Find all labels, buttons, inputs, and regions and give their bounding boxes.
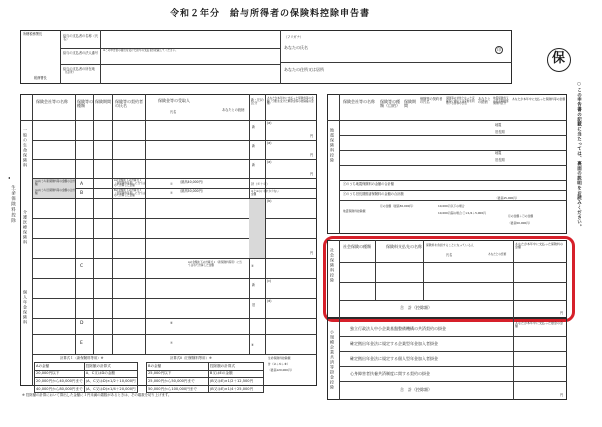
f1-r0-1: A、C又はDの金額 xyxy=(84,370,137,378)
kind-new-1: 新 xyxy=(252,125,256,129)
quake-kind-1: 地震 xyxy=(495,123,502,127)
tax-office-label: 所轄税務署長 xyxy=(23,32,43,36)
life-max-new: （最高40,000円） xyxy=(178,180,206,184)
footnote: ※ 控除額の計算において算出した金額に１円未満の端数があるときは、その端数を切り上げます。 xyxy=(22,393,172,397)
social-yen: 円 xyxy=(560,311,564,315)
small-biz-item-4: 心身障害者扶養共済制度に関する契約の掛金 xyxy=(350,371,430,376)
quake-col-amount: あなたが本年中に支払った保険料等の金額 xyxy=(512,97,566,101)
formula1-table xyxy=(34,362,138,393)
quake-col-rel: あなたとの続柄 xyxy=(478,97,491,105)
seal-mark xyxy=(547,48,571,72)
quake-result-formula: ㋺の金額＋㋩の金額 xyxy=(508,214,534,218)
life-mark-A: A xyxy=(80,182,84,187)
life-col-company: 保険会社等の名称 xyxy=(36,99,68,104)
furigana-label: （フリガナ） xyxy=(284,35,303,39)
amount-b-yen: 円 xyxy=(310,251,314,255)
payer-address-label: 給与の支払者の所在地（住所） xyxy=(63,67,95,75)
social-col-payee: 保険料支払先の名称 xyxy=(386,244,422,249)
section-pension: 個人年金保険料 xyxy=(23,290,28,325)
f2-r0-0: 25,000円以下 xyxy=(147,370,209,378)
amount-b-1: (b) xyxy=(267,199,272,203)
quake-col-type: 地震保険料又は旧長期損害保険料区分 xyxy=(493,97,509,106)
payer-number-field[interactable] xyxy=(103,56,279,63)
formula1-title: 計算式Ｉ（新保険料等用）※ xyxy=(60,356,104,360)
quake-result-max: （最高50,000円） xyxy=(508,221,532,225)
kind-new-3: 新 xyxy=(252,163,256,167)
life-item-7: ⑦ xyxy=(170,341,173,345)
life-col-newold: 新・旧の区分 xyxy=(251,98,264,106)
payer-number-note: ※この申告書の提出を受けた給与の支払者が記載してください。 xyxy=(103,49,178,52)
f2-r1-0: 25,000円から50,000円まで xyxy=(147,378,209,386)
f2-head-1: 控除額の計算式 xyxy=(208,363,263,371)
quake-kind-2: 旧長期 xyxy=(495,130,505,134)
life-sub-receiver-name: 氏名 xyxy=(170,110,177,114)
life-sum-a-label: (a)のうち新保険料等の金額の合計額 xyxy=(35,180,75,186)
f1-r1-1: (A、C又はD)×1/2＋10,000円 xyxy=(84,378,137,386)
quake-max-15000: （最高15,000円） xyxy=(495,196,519,200)
small-biz-yen: 円 xyxy=(560,393,564,397)
life-col-period: 保険期間 xyxy=(95,99,111,104)
life-insurance-block xyxy=(20,94,317,386)
f1-r2-0: 40,000円から80,000円まで xyxy=(35,385,85,393)
section-care-medical: 介護医療保険料 xyxy=(23,210,28,245)
section-social: 社会保険料控除 xyxy=(330,248,335,283)
f2-r1-1: (B又はE)×1/2＋12,500円 xyxy=(208,378,263,386)
payer-name-label: 給与の支払者の名称（氏名） xyxy=(63,34,99,42)
life-sub-receiver-rel: あなたとの続柄 xyxy=(222,108,245,112)
quake-col-contractor: 保険等の契約者の氏名 xyxy=(420,97,443,105)
quake-kind-4: 旧長期 xyxy=(495,158,505,162)
social-col-amount: あなたが本年中に支払った保険料の金額 xyxy=(515,242,564,249)
quake-col-resident: 保険等の対象となった家屋等に居住又は家財を利用する者等の氏名 xyxy=(446,97,475,106)
f1-head-0: Aの金額 xyxy=(35,363,85,371)
quake-calc-b2: 10,000円超の場合 ㋩×1/2＋5,000円 xyxy=(438,211,486,215)
kind-new-4: 新 xyxy=(252,283,256,287)
life-final-max: （最高120,000円） xyxy=(268,368,294,372)
amount-yen-2: 円 xyxy=(310,153,314,157)
payer-number-label: 給与の支払者の法人番号 xyxy=(63,51,99,55)
f1-r0-0: 20,000円以下 xyxy=(35,370,85,378)
small-biz-item-1: 独立行政法人中小企業基盤整備機構の共済契約の掛金 xyxy=(350,326,446,331)
quake-col-period: 保険期間 xyxy=(404,99,416,108)
left-arrow-icon: ◂ xyxy=(8,175,11,180)
amount-a-3: (a) xyxy=(267,160,272,164)
life-mark-E: E xyxy=(80,341,83,346)
small-biz-item-2: 確定拠出年金法に規定する企業型年金加入者掛金 xyxy=(350,341,438,346)
section-general-life: 一般の生命保険料 xyxy=(23,128,28,168)
life-item-2: ② xyxy=(170,191,173,195)
right-side-note: ○この申告書の記載に当たっては、裏面の説明をお読みください。 xyxy=(576,82,582,230)
your-name-label: あなたの氏名 xyxy=(284,45,308,50)
life-final-formula: 計（②＋⑤＋⑧） xyxy=(268,362,290,366)
amount-a-1: (a) xyxy=(267,121,272,125)
kind-old-1: 旧 xyxy=(252,303,256,307)
life-max-old: （最高50,000円） xyxy=(178,189,206,193)
life-item-8: ⑧ xyxy=(251,343,254,347)
f2-r2-1: (B又はE)×1/4＋25,000円 xyxy=(208,385,263,393)
quake-calc-b1: 10,000円以下の場合 xyxy=(438,204,465,208)
life-mark-D: D xyxy=(80,321,84,326)
seal-stamp-mark: 印 xyxy=(497,47,501,52)
amount-yen-3: 円 xyxy=(310,172,314,176)
life-two-formula: ②と③のいずれか少ない金額 xyxy=(251,190,279,196)
life-sum-b-label: (a)のうち旧保険料等の金額の合計額 xyxy=(35,189,75,195)
formula2-table xyxy=(146,362,264,393)
social-total-label: 合 計（控除額） xyxy=(400,305,432,310)
life-col-receiver: 保険金等の受取人 xyxy=(158,98,190,103)
quake-col-company: 保険会社等の名称 xyxy=(343,99,375,104)
quake-kind-3: 地震 xyxy=(495,151,502,155)
f1-head-1: 控除額の計算式 xyxy=(84,363,137,371)
life-col-amount: あなたが本年中に支払った保険料等の金額（分配を受けた剰余金等の控除後の金額） xyxy=(267,97,314,106)
quake-col-kind: 保険等の種類（目的） xyxy=(380,99,400,108)
life-calc-B: Bの金額を下の計算式２（旧保険料等用）に当てはめて計算した金額 xyxy=(114,189,146,198)
life-col-contractor: 保険等の契約者の氏名 xyxy=(115,99,143,108)
social-insurance-block xyxy=(327,240,567,318)
life-calc-A: Aの金額を下の計算式１（新保険料等用）に当てはめて計算した金額 xyxy=(114,179,146,188)
quake-result-label: 地震保険料控除額 xyxy=(343,209,366,213)
small-biz-total-label: 合 計（控除額） xyxy=(400,387,432,392)
f1-r2-1: (A、C又はD)×1/4＋20,000円 xyxy=(84,385,137,393)
social-sub-rel: あなたとの続柄 xyxy=(488,253,507,256)
amount-d-1: (d) xyxy=(267,299,272,303)
your-address-label: あなたの住所又は居所 xyxy=(284,67,324,72)
quake-sum-b: ㋑のうち旧長期損害保険料の金額の合計額 xyxy=(343,192,404,196)
life-mark-C: C xyxy=(80,264,84,269)
social-sub-name: 氏名 xyxy=(446,253,453,257)
social-col-type: 社会保険の種類 xyxy=(343,244,371,249)
amount-yen-1: 円 xyxy=(310,134,314,138)
f1-r1-0: 20,000円から40,000円まで xyxy=(35,378,85,386)
life-item-3: ③ xyxy=(251,264,254,268)
f2-r0-1: B又はEの金額 xyxy=(208,370,263,378)
care-shade xyxy=(249,199,265,258)
life-total-formula: 計（①＋②） xyxy=(251,182,270,186)
life-item-1: ① xyxy=(170,182,173,186)
small-biz-col-amount: あなたが本年中に支払った掛金の金額 xyxy=(515,321,564,328)
section-earthquake: 地震保険料控除 xyxy=(330,128,335,163)
page-title: 令和２年分 給与所得者の保険料控除申告書 xyxy=(170,9,371,19)
tax-office-suffix: 税務署長 xyxy=(34,76,47,80)
life-mark-B: B xyxy=(80,191,84,196)
left-side-note: 生命保険料控除 xyxy=(10,185,16,224)
section-small-biz: 小規模企業共済等掛金控除 xyxy=(330,330,335,390)
seal-char: 保 xyxy=(552,51,566,66)
quake-calc-a: ㋺の金額（最高50,000円） xyxy=(380,204,415,208)
life-final-label: 生命保険料控除額 xyxy=(268,356,291,360)
social-col-bearer: 保険料を負担することになっている人 xyxy=(426,243,474,247)
care-calc-text: Aの金額を下の計算式１（新保険料等用）に当てはめて計算した金額 xyxy=(188,261,242,267)
amount-a-2: (a) xyxy=(267,141,272,145)
quake-sum-a: ㋑のうち地震保険料の金額の合計額 xyxy=(343,182,394,186)
f2-r2-0: 50,000円から100,000円まで xyxy=(147,385,209,393)
amount-c-1: (c) xyxy=(267,279,272,283)
f2-head-0: Bの金額 xyxy=(147,363,209,371)
kind-new-2: 新 xyxy=(252,144,256,148)
life-col-kind: 保険等の種類 xyxy=(77,99,93,108)
life-item-6: ⑥ xyxy=(170,321,173,325)
formula2-title: 計算式Ⅱ（旧保険料等用）※ xyxy=(170,356,212,360)
small-biz-item-3: 確定拠出年金法に規定する個人型年金加入者掛金 xyxy=(350,356,438,361)
